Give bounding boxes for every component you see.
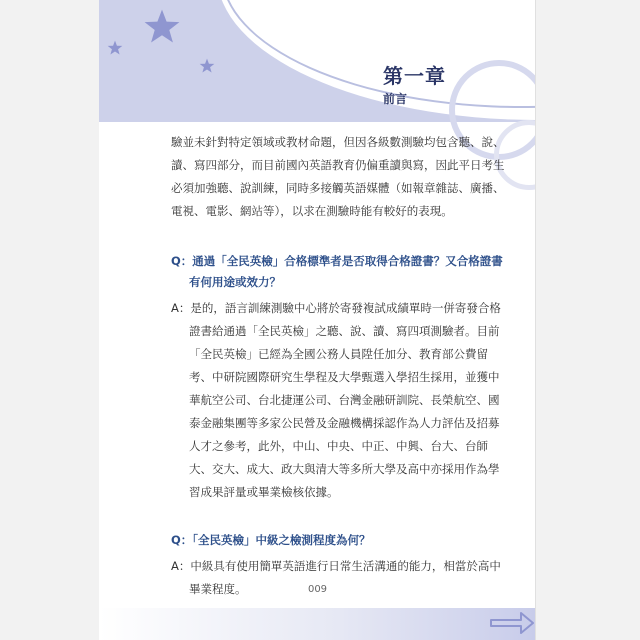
question-1: Q：通過「全民英檢」合格標準者是否取得合格證書？又合格證書有何用途或效力？ (171, 254, 503, 289)
star-icon (143, 8, 181, 46)
chapter-title: 第一章 (383, 64, 446, 88)
question-2: Q：「全民英檢」中級之檢測程度為何？ (171, 533, 371, 547)
page-content (171, 131, 507, 601)
answer-1: A：是的，語言訓練測驗中心將於寄發複試成績單時一併寄發合格證書給通過「全民英檢」之聽、說、讀、寫四項測驗者。目前「全民英檢」已經為全國公務人員陞任加分、教育部公費留考、中研院國際研究生學程及大學甄選入學招生採用，並獲中華航空公司、台北捷運公司、台灣金融研訓院、長榮航空、國泰金融集團等多家公民營及金融機構採認作為人力評估及招募人才之參考，此外，中山、中央、中正、中興、台大、台師大、交大、成大、政大與清大等多所大學及高中亦採用作為學習成果評量或畢業檢核依據。 (171, 301, 501, 499)
book-page (99, 0, 536, 640)
intro-paragraph: 驗並未針對特定領域或教材命題，但因各級數測驗均包含聽、說、讀、寫四部分，而目前國內英語教育仍偏重讀與寫，因此平日考生必須加強聽、說訓練，同時多接觸英語媒體（如報章雜誌、廣播、電視、電影、網站等），以求在測驗時能有較好的表現。 (171, 135, 505, 218)
page-number: 009 (307, 584, 328, 595)
footer-gradient (99, 608, 536, 640)
arrow-icon (487, 610, 536, 636)
chapter-subtitle: 前言 (383, 92, 408, 106)
answer-2: A：中級具有使用簡單英語進行日常生活溝通的能力，相當於高中畢業程度。 (171, 559, 501, 596)
star-icon (107, 40, 123, 56)
star-icon (199, 58, 215, 74)
